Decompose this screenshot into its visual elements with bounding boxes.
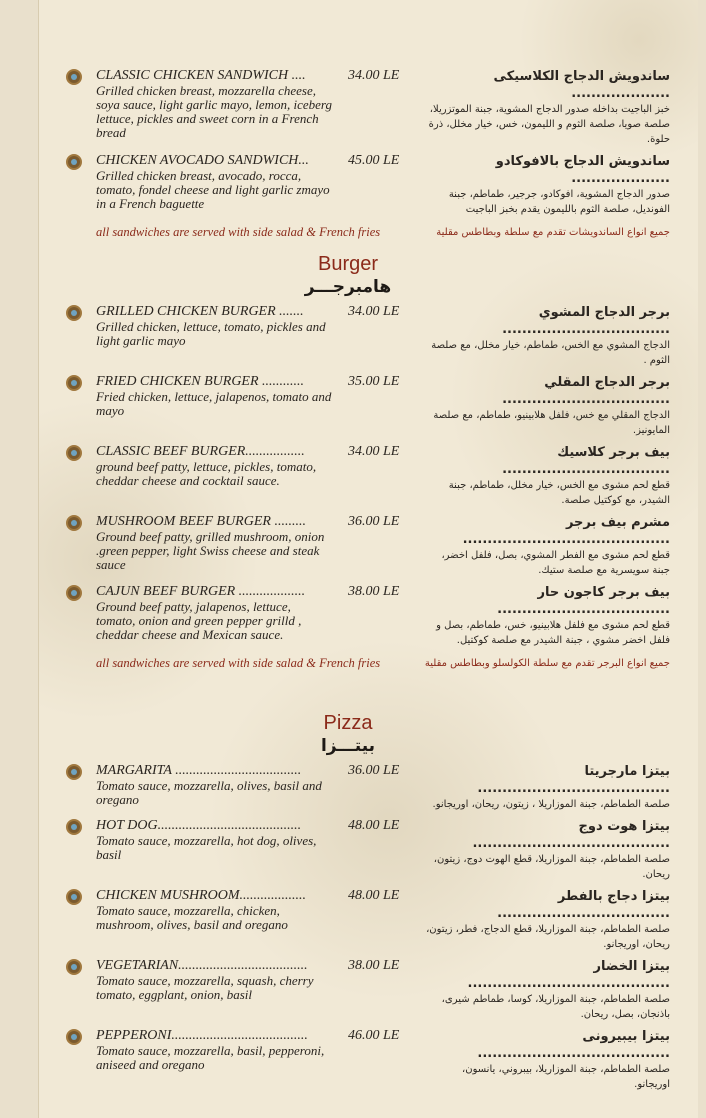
item-description-arabic: صلصة الطماطم، جبنة الموزاريلا، بيبروني، يانسون، اوريجانو. [462, 1064, 670, 1090]
item-name-arabic: ساندويش الدجاج بالافوكادو .................... [495, 154, 670, 186]
item-name: CLASSIC CHICKEN SANDWICH .... [96, 68, 306, 83]
bullet-icon [66, 1029, 82, 1045]
item-description: Tomato sauce, mozzarella, olives, basil and oregano [96, 778, 322, 807]
item-name: HOT DOG......................................... [96, 818, 302, 833]
bullet-icon [66, 585, 82, 601]
item-description-arabic: الدجاج المشوي مع الخس، طماطم، خيار مخلل، مع صلصة الثوم . [431, 340, 670, 366]
item-description: Grilled chicken breast, mozzarella cheese, soya sauce, light garlic mayo, lemon, iceberg lettuce, pickles and sweet corn in a French bread [96, 83, 332, 140]
menu-item [66, 444, 670, 508]
item-english [96, 374, 332, 418]
item-price: 38.00 LE [348, 584, 400, 599]
item-english [96, 304, 332, 348]
item-description: Tomato sauce, mozzarella, hot dog, olives, basil [96, 833, 317, 862]
item-description: Tomato sauce, mozzarella, basil, pepperoni, aniseed and oregano [96, 1043, 325, 1072]
item-price: 48.00 LE [348, 818, 400, 833]
item-arabic [424, 888, 670, 952]
item-description: Ground beef patty, jalapenos, lettuce, tomato, onion and green pepper grilld , cheddar cheese and Mexican sauce. [96, 599, 302, 642]
item-english [96, 153, 332, 211]
item-description: ground beef patty, lettuce, pickles, tomato, cheddar cheese and cocktail sauce. [96, 459, 317, 488]
item-description-arabic: قطع لحم مشوى مع الخس، خيار مخلل، طماطم، جبنة الشيدر، مع كوكتيل صلصة. [448, 480, 670, 506]
item-english [96, 818, 332, 862]
item-name: GRILLED CHICKEN BURGER ....... [96, 304, 304, 319]
item-name: CHICKEN MUSHROOM................... [96, 888, 306, 903]
item-name: CHICKEN AVOCADO SANDWICH... [96, 153, 309, 168]
notes-gap [66, 225, 96, 240]
bullet-icon [66, 889, 82, 905]
section-title-arabic: بيتـــزا [320, 736, 376, 756]
section-title: Pizza [323, 712, 373, 734]
item-arabic [424, 958, 670, 1022]
item-english [96, 68, 332, 140]
item-arabic [424, 444, 670, 508]
item-arabic [424, 514, 670, 578]
item-description-arabic: خبز الباجيت بداخله صدور الدجاج المشوية، جبنة الموتزريلا، صلصة صويا، صلصة الثوم و الليمون، خس، خيار مخلل، ذرة حلوة. [428, 104, 670, 145]
item-name: CAJUN BEEF BURGER ................... [96, 584, 306, 599]
item-description: Fried chicken, lettuce, jalapenos, tomato and mayo [96, 389, 332, 418]
item-english [96, 888, 332, 932]
menu-item [66, 958, 670, 1022]
section-spacer [66, 683, 670, 705]
section-title: Burger [317, 253, 379, 275]
item-name-arabic: بيتزا بيبيرونى ....................................... [477, 1029, 670, 1061]
section-heading [66, 252, 670, 298]
item-arabic [424, 584, 670, 648]
item-description-arabic: صلصة الطماطم، جبنة الموزاريلا ، زيتون، ريحان، اوريجانو. [432, 799, 670, 810]
section-title-arabic: هامبرجـــر [304, 277, 392, 297]
item-description: Tomato sauce, mozzarella, squash, cherry tomato, eggplant, onion, basil [96, 973, 314, 1002]
item-description: Tomato sauce, mozzarella, chicken, mushroom, olives, basil and oregano [96, 903, 288, 932]
menu-item [66, 763, 670, 812]
section-heading [66, 711, 670, 757]
item-arabic [424, 1028, 670, 1092]
item-name: VEGETARIAN..................................... [96, 958, 308, 973]
item-name-arabic: ساندويش الدجاج الكلاسيكى .................... [493, 69, 670, 101]
menu-item [66, 584, 670, 648]
item-description: Grilled chicken, lettuce, tomato, pickles and light garlic mayo [96, 319, 326, 348]
item-price: 48.00 LE [348, 888, 400, 903]
section-notes [66, 656, 670, 671]
section-note-arabic: جميع انواع البرجر تقدم مع سلطة الكولسلو وبطاطس مقلية [424, 658, 670, 669]
menu-item [66, 304, 670, 368]
item-price: 36.00 LE [348, 514, 400, 529]
item-description: Grilled chicken breast, avocado, rocca, tomato, fondel cheese and light garlic zmayo in a French baguette [96, 168, 330, 211]
item-name: FRIED CHICKEN BURGER ............ [96, 374, 305, 389]
item-arabic [424, 374, 670, 438]
notes-gap [66, 656, 96, 671]
item-description-arabic: صدور الدجاج المشوية، افوكادو، جرجير، طماطم، جبنة الفونديل، صلصة الثوم بالليمون يقدم بخبز الباجيت [448, 189, 670, 215]
item-english [96, 514, 332, 572]
item-description: Ground beef patty, grilled mushroom, onion .green pepper, light Swiss cheese and steak sauce [96, 529, 325, 572]
item-name-arabic: مشرم بيف برجر .......................................... [462, 515, 670, 547]
item-arabic [424, 68, 670, 147]
item-arabic [424, 818, 670, 882]
menu-item [66, 514, 670, 578]
item-english [96, 763, 332, 807]
item-name-arabic: برجر الدجاج المشوي .................................. [502, 305, 670, 337]
item-price: 38.00 LE [348, 958, 400, 973]
bullet-icon [66, 764, 82, 780]
bullet-icon [66, 819, 82, 835]
item-name: MUSHROOM BEEF BURGER ......... [96, 514, 306, 529]
menu-item [66, 1028, 670, 1092]
item-name-arabic: برجر الدجاج المقلي .................................. [502, 375, 670, 407]
bullet-icon [66, 445, 82, 461]
menu-item [66, 818, 670, 882]
item-description-arabic: قطع لحم مشوى مع فلفل هلابينيو، خس، طماطم، بصل و فلفل اخضر مشوي ، جبنة الشيدر مع صلصة كوكتيل. [436, 620, 670, 646]
item-name-arabic: بيف برجر كاجون حار ................................... [497, 585, 670, 617]
item-name: CLASSIC BEEF BURGER................. [96, 444, 305, 459]
item-name-arabic: بيتزا هوت دوج ........................................ [472, 819, 670, 851]
bullet-icon [66, 515, 82, 531]
item-name: MARGARITA .................................... [96, 763, 302, 778]
item-price: 36.00 LE [348, 763, 400, 778]
item-price: 34.00 LE [348, 304, 400, 319]
item-english [96, 1028, 332, 1072]
item-description-arabic: صلصة الطماطم، جبنة الموزاريلا، كوسا، طماطم شيرى، باذنجان، بصل، ريحان. [441, 994, 670, 1020]
section-note: all sandwiches are served with side salad & French fries [96, 225, 381, 239]
item-price: 34.00 LE [348, 444, 400, 459]
bullet-icon [66, 305, 82, 321]
item-name-arabic: بيف برجر كلاسيك .................................. [502, 445, 670, 477]
item-arabic [424, 304, 670, 368]
item-name: PEPPERONI....................................... [96, 1028, 308, 1043]
item-english [96, 444, 332, 488]
item-description-arabic: الدجاج المقلي مع خس، فلفل هلابينيو، طماطم، مع صلصة المايونيز. [433, 410, 670, 436]
item-price: 45.00 LE [348, 153, 400, 168]
item-price: 46.00 LE [348, 1028, 400, 1043]
menu-item [66, 888, 670, 952]
menu-item [66, 68, 670, 147]
item-english [96, 584, 332, 642]
item-english [96, 958, 332, 1002]
item-name-arabic: بيتزا مارجريتا ....................................... [477, 764, 670, 796]
section-note-arabic: جميع انواع الساندويشات تقدم مع سلطة وبطاطس مقلية [436, 227, 670, 238]
item-name-arabic: بيتزا دجاج بالفطر ................................... [497, 889, 670, 921]
item-arabic [424, 763, 670, 812]
item-name-arabic: بيتزا الخضار ......................................... [467, 959, 670, 991]
menu-item [66, 153, 670, 217]
menu-item [66, 374, 670, 438]
item-arabic [424, 153, 670, 217]
item-description-arabic: صلصة الطماطم، جبنة الموزاريلا، قطع الدجاج، فطر، زيتون، ريحان، اوريجانو. [426, 924, 670, 950]
item-price: 34.00 LE [348, 68, 400, 83]
section-notes [66, 225, 670, 240]
bullet-icon [66, 375, 82, 391]
bullet-icon [66, 69, 82, 85]
bullet-icon [66, 959, 82, 975]
bullet-icon [66, 154, 82, 170]
section-note: all sandwiches are served with side salad & French fries [96, 656, 381, 670]
item-description-arabic: صلصة الطماطم، جبنة الموزاريلا، قطع الهوت دوج، زيتون، ريحان. [433, 854, 670, 880]
item-price: 35.00 LE [348, 374, 400, 389]
item-description-arabic: قطع لحم مشوى مع الفطر المشوي، بصل، فلفل اخضر، جبنة سويسرية مع صلصة ستيك. [441, 550, 670, 576]
